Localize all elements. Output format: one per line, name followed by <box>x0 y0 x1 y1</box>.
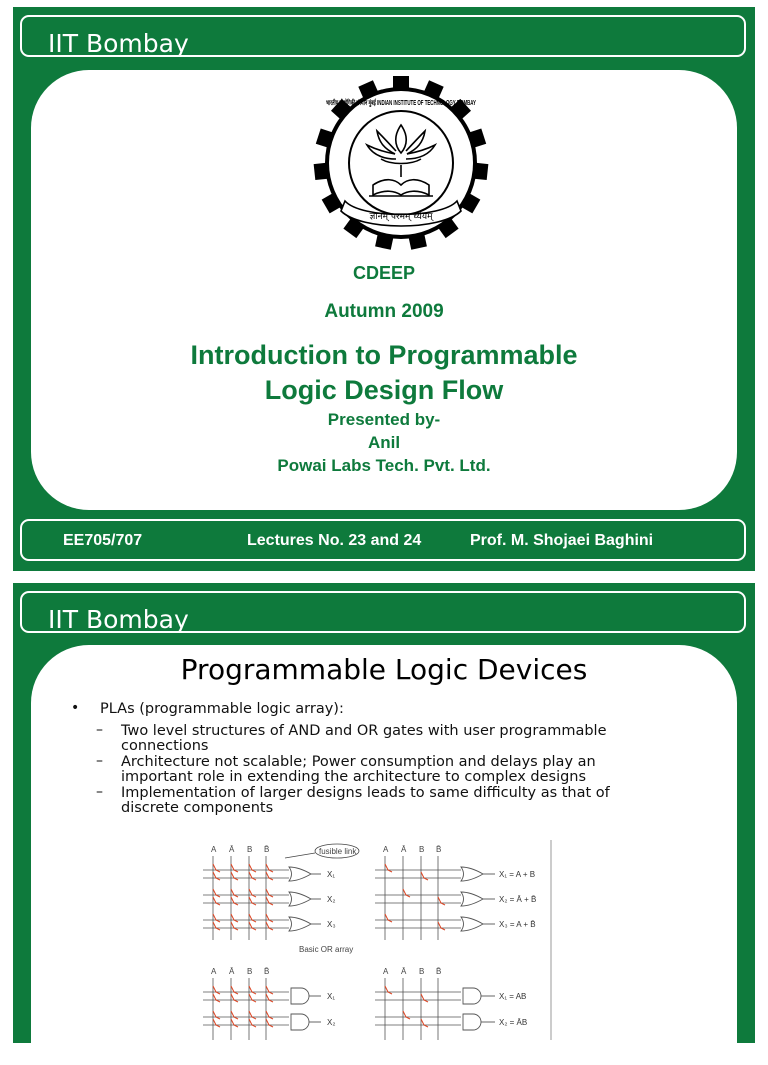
pld-slide <box>13 583 755 1043</box>
and-array-right <box>375 967 527 1040</box>
output-label: X₂ <box>327 1018 336 1027</box>
output-label: X₁ <box>327 992 336 1001</box>
input-label: A <box>383 845 389 854</box>
slide-body <box>31 645 737 1065</box>
output-equation: X₃ = A + B̄ <box>499 920 536 929</box>
input-label: B <box>247 845 253 854</box>
input-label: A <box>211 967 217 976</box>
output-label: X₁ <box>327 870 336 879</box>
input-label: A <box>383 967 389 976</box>
input-label: B <box>419 845 425 854</box>
sub-dash: – <box>96 753 103 769</box>
sub-bullet-1: Two level structures of AND and OR gates with user programmable connections <box>121 723 607 754</box>
and-array-left <box>203 967 335 1040</box>
output-equation: X₁ = AB <box>499 992 527 1001</box>
fusible-link-callout: fusible link <box>319 847 357 856</box>
input-label: B̄ <box>264 967 270 976</box>
input-label: B̄ <box>436 845 442 854</box>
footer-professor: Prof. M. Shojaei Baghini <box>470 532 654 549</box>
figure-caption: Basic OR array <box>299 945 354 954</box>
logo-motto: ज्ञानम् परमम् ध्येयम् <box>369 212 433 222</box>
title-line-2: Logic Design Flow <box>264 375 504 405</box>
input-label: Ā <box>401 967 407 976</box>
pla-diagram <box>199 840 579 1040</box>
presenter-company: Powai Labs Tech. Pvt. Ltd. <box>277 456 491 475</box>
term: Autumn 2009 <box>324 301 444 322</box>
slide-body <box>31 70 737 510</box>
footer-course: EE705/707 <box>63 532 143 549</box>
input-label: A <box>211 845 217 854</box>
title-slide <box>13 7 755 571</box>
bullet-dot: • <box>71 700 80 716</box>
output-equation: X₁ = A + B <box>499 870 536 879</box>
org-name: CDEEP <box>352 263 415 283</box>
sub-dash: – <box>96 784 103 800</box>
input-label: Ā <box>401 845 407 854</box>
output-label: X₃ <box>327 920 336 929</box>
or-array-left <box>203 844 359 954</box>
input-label: Ā <box>229 845 235 854</box>
iit-bombay-logo <box>306 73 565 253</box>
header-title: IIT Bombay <box>48 29 189 58</box>
presenter-name: Anil <box>367 433 401 452</box>
output-equation: X₂ = ĀB <box>499 1018 528 1027</box>
bullet-plas: PLAs (programmable logic array): <box>100 701 344 717</box>
input-label: B <box>247 967 253 976</box>
sub-dash: – <box>96 722 103 738</box>
input-label: B <box>419 967 425 976</box>
footer-lectures: Lectures No. 23 and 24 <box>247 532 422 549</box>
title-line-1: Introduction to Programmable <box>190 340 578 370</box>
presented-by: Presented by- <box>327 410 441 429</box>
input-label: B̄ <box>436 967 442 976</box>
input-label: Ā <box>229 967 235 976</box>
header-title: IIT Bombay <box>48 605 189 634</box>
output-equation: X₂ = Ā + B̄ <box>499 895 537 904</box>
output-label: X₂ <box>327 895 336 904</box>
or-array-right <box>375 845 536 940</box>
sub-bullet-3: Implementation of larger designs leads to same difficulty as that of discrete components <box>121 785 610 816</box>
input-label: B̄ <box>264 845 270 854</box>
logo-ring-text: भारतीय प्रौद्योगिकी संस्थान मुंबई INDIAN INSTITUTE OF TECHNOLOGY BOMBAY <box>326 100 565 107</box>
sub-bullet-2: Architecture not scalable; Power consumption and delays play an important role in extending the architecture to complex designs <box>121 754 596 785</box>
slide-title: Programmable Logic Devices <box>180 653 588 686</box>
